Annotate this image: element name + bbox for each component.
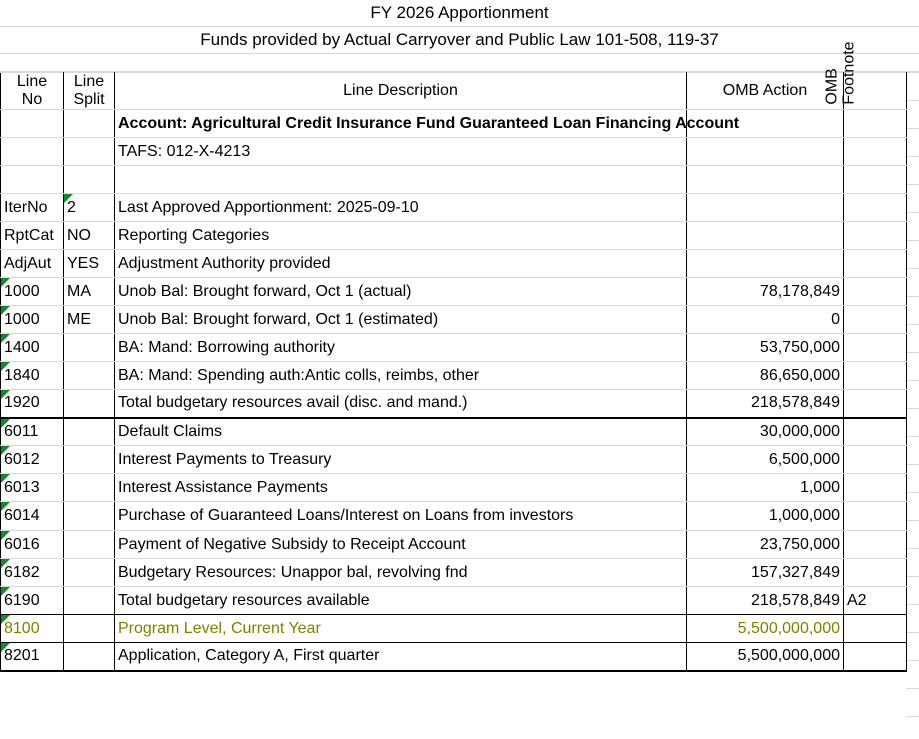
cell-omb-action[interactable]: [687, 474, 844, 502]
cell-line-no-text: 1400: [4, 338, 40, 356]
cell-line-split[interactable]: [64, 615, 115, 643]
cell-line-no-text: 1920: [4, 394, 40, 412]
cell-omb-action[interactable]: [687, 362, 844, 390]
meta-value-cell-text: NO: [67, 226, 91, 244]
meta-key-cell[interactable]: [1, 222, 64, 250]
cell-line-no[interactable]: [1, 559, 64, 587]
column-header-omb-footnote-l2: Footnote: [840, 41, 858, 105]
meta-omb-cell[interactable]: [687, 194, 844, 222]
cell-omb-action-text: 1,000,000: [768, 507, 840, 524]
cell-omb-action[interactable]: [687, 334, 844, 362]
comment-indicator-icon: [1, 334, 10, 343]
cell-description[interactable]: [115, 306, 687, 334]
tafs-footnote-cell[interactable]: [844, 138, 907, 166]
comment-indicator-icon: [1, 306, 10, 315]
cell-description-text: Total budgetary resources available: [118, 591, 370, 609]
cell-omb-footnote[interactable]: [844, 446, 907, 474]
cell-line-split[interactable]: [64, 587, 115, 615]
table-row: [1, 278, 907, 306]
cell-omb-action-text: 157,327,849: [751, 563, 840, 581]
cell-description[interactable]: [115, 615, 687, 643]
background-gridline: [906, 156, 919, 157]
spacer-omb-footnote-cell: [844, 166, 907, 194]
spacer-line-split-cell: [64, 166, 115, 194]
cell-description[interactable]: [115, 334, 687, 362]
comment-indicator-icon: [1, 587, 10, 596]
cell-omb-footnote[interactable]: [844, 334, 907, 362]
cell-line-no[interactable]: [1, 502, 64, 531]
background-gridline: [906, 184, 919, 185]
cell-omb-footnote[interactable]: [844, 587, 907, 615]
background-gridline: [906, 464, 919, 465]
cell-description-text: Interest Assistance Payments: [118, 478, 328, 496]
cell-omb-action[interactable]: [687, 615, 844, 643]
meta-value-cell-text: 2: [67, 198, 76, 216]
background-gridline: [906, 212, 919, 213]
account-heading-cell[interactable]: [115, 110, 740, 138]
meta-label-cell[interactable]: [115, 250, 687, 278]
cell-omb-footnote[interactable]: [844, 306, 907, 334]
cell-line-no[interactable]: [1, 362, 64, 390]
cell-line-split[interactable]: [64, 474, 115, 502]
comment-indicator-icon: [1, 446, 10, 455]
cell-line-no-text: 6182: [4, 563, 40, 581]
table-row: [1, 418, 907, 446]
account-heading-line-split-cell[interactable]: [64, 110, 115, 138]
cell-line-split[interactable]: [64, 306, 115, 334]
tafs-omb-cell[interactable]: [687, 138, 844, 166]
meta-footnote-cell[interactable]: [844, 250, 907, 278]
cell-omb-action[interactable]: [687, 643, 844, 671]
cell-line-no-text: 6013: [4, 478, 40, 496]
background-gridline: [906, 100, 919, 101]
cell-line-split[interactable]: [64, 418, 115, 446]
cell-description-text: Interest Payments to Treasury: [118, 450, 332, 468]
cell-line-split[interactable]: [64, 559, 115, 587]
cell-line-split[interactable]: [64, 278, 115, 306]
table-row: [1, 615, 907, 643]
cell-description-text: Unob Bal: Brought forward, Oct 1 (estimated): [118, 310, 439, 328]
cell-omb-footnote-text: A2: [847, 591, 867, 609]
background-gridline: [906, 520, 919, 521]
cell-line-no[interactable]: [1, 643, 64, 671]
meta-key-cell-text: IterNo: [4, 198, 48, 216]
column-header-line-no-l2: No: [21, 91, 43, 108]
table-row: [1, 306, 907, 334]
cell-omb-footnote[interactable]: [844, 362, 907, 390]
table-row: [1, 643, 907, 671]
cell-line-no-text: 1840: [4, 366, 40, 384]
cell-omb-action-text: 78,178,849: [759, 282, 840, 300]
cell-omb-footnote[interactable]: [844, 474, 907, 502]
account-heading-cell-text: Account: Agricultural Credit Insurance Fund Guaranteed Loan Financing Account: [118, 115, 740, 132]
cell-description[interactable]: [115, 362, 687, 390]
meta-label-cell[interactable]: [115, 194, 687, 222]
cell-omb-footnote[interactable]: [844, 531, 907, 559]
cell-omb-action-text: 5,500,000,000: [737, 619, 840, 637]
background-gridline: [906, 548, 919, 549]
cell-description[interactable]: [115, 531, 687, 559]
cell-line-split[interactable]: [64, 334, 115, 362]
table-header-row: [1, 73, 907, 110]
cell-omb-action-text: 5,500,000,000: [737, 647, 840, 665]
cell-line-split-text: MA: [67, 282, 91, 300]
comment-indicator-icon: [1, 390, 10, 399]
background-gridline: [906, 324, 919, 325]
column-header-line-description: Line Description: [115, 73, 687, 110]
cell-description[interactable]: [115, 278, 687, 306]
cell-description[interactable]: [115, 390, 687, 418]
background-gridline: [906, 240, 919, 241]
meta-key-cell-text: RptCat: [4, 226, 54, 244]
background-gridline: [906, 268, 919, 269]
comment-indicator-icon: [1, 474, 10, 483]
table-row: [1, 446, 907, 474]
cell-description[interactable]: [115, 502, 687, 531]
cell-omb-action[interactable]: [687, 278, 844, 306]
column-header-line-no: [1, 73, 64, 110]
meta-footnote-cell[interactable]: [844, 194, 907, 222]
cell-description[interactable]: [115, 474, 687, 502]
comment-indicator-icon: [1, 643, 10, 652]
account-heading-row: [1, 110, 907, 138]
table-row: [1, 531, 907, 559]
cell-omb-footnote[interactable]: [844, 643, 907, 671]
background-gridline: [906, 296, 919, 297]
background-gridline: [906, 716, 919, 717]
cell-description-text: BA: Mand: Spending auth:Antic colls, reimbs, other: [118, 366, 480, 384]
meta-value-cell[interactable]: [64, 194, 115, 222]
meta-key-cell[interactable]: [1, 250, 64, 278]
cell-line-no[interactable]: [1, 446, 64, 474]
background-gridline: [906, 688, 919, 689]
apportionment-table: [0, 41, 907, 672]
cell-omb-footnote[interactable]: [844, 418, 907, 446]
cell-omb-footnote[interactable]: [844, 390, 907, 418]
meta-value-cell[interactable]: [64, 250, 115, 278]
table-body: [1, 110, 907, 671]
cell-omb-action-text: 218,578,849: [751, 394, 840, 412]
background-gridline: [906, 352, 919, 353]
cell-line-no-text: 1000: [4, 282, 40, 300]
cell-omb-action[interactable]: [687, 502, 844, 531]
cell-omb-action[interactable]: [687, 446, 844, 474]
background-gridline: [906, 576, 919, 577]
meta-key-cell-text: AdjAut: [4, 254, 52, 272]
background-gridline: [906, 632, 919, 633]
meta-label-cell[interactable]: [115, 222, 687, 250]
meta-value-cell-text: YES: [67, 254, 100, 272]
column-header-line-split-l2: Split: [73, 91, 105, 108]
account-heading-line-no-cell[interactable]: [1, 110, 64, 138]
cell-description-text: Unob Bal: Brought forward, Oct 1 (actual): [118, 282, 412, 300]
background-gridline: [906, 72, 919, 73]
cell-omb-action-text: 30,000,000: [759, 422, 840, 440]
cell-line-no[interactable]: [1, 615, 64, 643]
table-row: [1, 362, 907, 390]
cell-omb-action-text: 6,500,000: [768, 450, 840, 468]
cell-omb-action-text: 0: [831, 310, 840, 328]
cell-line-no-text: 6190: [4, 591, 40, 609]
cell-omb-action[interactable]: [687, 587, 844, 615]
title-spacer-row: [0, 54, 919, 72]
meta-row: [1, 194, 907, 222]
column-header-line-split-l1: Line: [73, 73, 105, 90]
background-gridline: [906, 492, 919, 493]
cell-omb-action-text: 23,750,000: [759, 535, 840, 553]
meta-value-cell[interactable]: [64, 222, 115, 250]
column-header-omb-footnote: [823, 41, 907, 110]
background-gridline: [906, 380, 919, 381]
background-gridline: [906, 408, 919, 409]
meta-label-cell-text: Adjustment Authority provided: [118, 254, 331, 272]
comment-indicator-icon: [1, 278, 10, 287]
cell-description-text: Default Claims: [118, 422, 223, 440]
column-header-line-no-l1: Line: [16, 73, 48, 90]
cell-line-no[interactable]: [1, 531, 64, 559]
cell-description-text: Budgetary Resources: Unappor bal, revolving fnd: [118, 563, 468, 581]
meta-row: [1, 222, 907, 250]
comment-indicator-icon: [1, 559, 10, 568]
cell-omb-footnote[interactable]: [844, 615, 907, 643]
cell-line-split[interactable]: [64, 531, 115, 559]
cell-omb-action-text: 53,750,000: [759, 338, 840, 356]
tafs-cell-text: TAFS: 012-X-4213: [118, 142, 251, 160]
cell-line-no-text: 6014: [4, 507, 40, 524]
cell-line-no[interactable]: [1, 390, 64, 418]
cell-line-split[interactable]: [64, 502, 115, 531]
table-row: [1, 559, 907, 587]
cell-omb-action-text: 86,650,000: [759, 366, 840, 384]
table-row: [1, 474, 907, 502]
tafs-line-no-cell[interactable]: [1, 138, 64, 166]
cell-description[interactable]: [115, 418, 687, 446]
table-row: [1, 587, 907, 615]
cell-line-split[interactable]: [64, 446, 115, 474]
meta-footnote-cell[interactable]: [844, 222, 907, 250]
comment-indicator-icon: [1, 419, 10, 428]
cell-line-no-text: 1000: [4, 310, 40, 328]
cell-line-no[interactable]: [1, 418, 64, 446]
cell-description[interactable]: [115, 559, 687, 587]
meta-omb-cell[interactable]: [687, 222, 844, 250]
cell-line-no-text: 8201: [4, 647, 40, 665]
tafs-row: [1, 138, 907, 166]
cell-description-text: Payment of Negative Subsidy to Receipt Account: [118, 535, 466, 553]
comment-indicator-icon: [1, 502, 10, 511]
spacer-row: [1, 166, 907, 194]
cell-line-no[interactable]: [1, 334, 64, 362]
cell-omb-footnote[interactable]: [844, 278, 907, 306]
column-header-omb-action: OMB Action: [687, 73, 844, 110]
cell-description-text: Total budgetary resources avail (disc. and mand.): [118, 394, 468, 412]
cell-line-no-text: 8100: [4, 619, 40, 637]
report-title-line-2: Funds provided by Actual Carryover and Public Law 101-508, 119-37: [0, 27, 919, 54]
cell-omb-action-text: 1,000: [799, 478, 840, 496]
cell-line-no-text: 6012: [4, 450, 40, 468]
cell-omb-action[interactable]: [687, 418, 844, 446]
cell-omb-action[interactable]: [687, 390, 844, 418]
sheet-background-grid: [906, 72, 919, 739]
cell-line-no[interactable]: [1, 587, 64, 615]
tafs-line-split-cell[interactable]: [64, 138, 115, 166]
cell-omb-action[interactable]: [687, 531, 844, 559]
table-row: [1, 502, 907, 531]
column-header-omb-footnote-l1: OMB: [823, 68, 841, 105]
cell-omb-action[interactable]: [687, 559, 844, 587]
comment-indicator-icon: [64, 194, 73, 203]
comment-indicator-icon: [1, 615, 10, 624]
cell-line-no[interactable]: [1, 278, 64, 306]
spacer-line-no-cell: [1, 166, 64, 194]
cell-description[interactable]: [115, 643, 687, 671]
cell-line-split[interactable]: [64, 643, 115, 671]
cell-description-text: Application, Category A, First quarter: [118, 647, 380, 665]
table-row: [1, 334, 907, 362]
cell-omb-action-text: 218,578,849: [751, 591, 840, 609]
column-header-line-split: [64, 73, 115, 110]
cell-line-no-text: 6011: [4, 422, 39, 440]
cell-description[interactable]: [115, 446, 687, 474]
cell-line-split[interactable]: [64, 362, 115, 390]
background-gridline: [906, 436, 919, 437]
table-row: [1, 390, 907, 418]
cell-line-no-text: 6016: [4, 535, 40, 553]
background-gridline: [906, 604, 919, 605]
cell-line-split-text: ME: [67, 310, 91, 328]
cell-description-text: Program Level, Current Year: [118, 619, 321, 637]
spacer-omb-action-cell: [687, 166, 844, 194]
meta-key-cell[interactable]: [1, 194, 64, 222]
cell-line-no[interactable]: [1, 474, 64, 502]
meta-label-cell-text: Reporting Categories: [118, 226, 270, 244]
report-title-line-1: FY 2026 Apportionment: [0, 0, 919, 27]
cell-omb-footnote[interactable]: [844, 502, 907, 531]
comment-indicator-icon: [1, 531, 10, 540]
comment-indicator-icon: [1, 362, 10, 371]
cell-description-text: Purchase of Guaranteed Loans/Interest on Loans from investors: [118, 507, 574, 524]
cell-description-text: BA: Mand: Borrowing authority: [118, 338, 335, 356]
tafs-cell[interactable]: [115, 138, 687, 166]
spacer-description-cell: [115, 166, 687, 194]
cell-line-no[interactable]: [1, 306, 64, 334]
background-gridline: [906, 660, 919, 661]
cell-description[interactable]: [115, 587, 687, 615]
cell-omb-footnote[interactable]: [844, 559, 907, 587]
meta-row: [1, 250, 907, 278]
meta-label-cell-text: Last Approved Apportionment: 2025-09-10: [118, 198, 419, 216]
meta-omb-cell[interactable]: [687, 250, 844, 278]
cell-line-split[interactable]: [64, 390, 115, 418]
cell-omb-action[interactable]: [687, 306, 844, 334]
